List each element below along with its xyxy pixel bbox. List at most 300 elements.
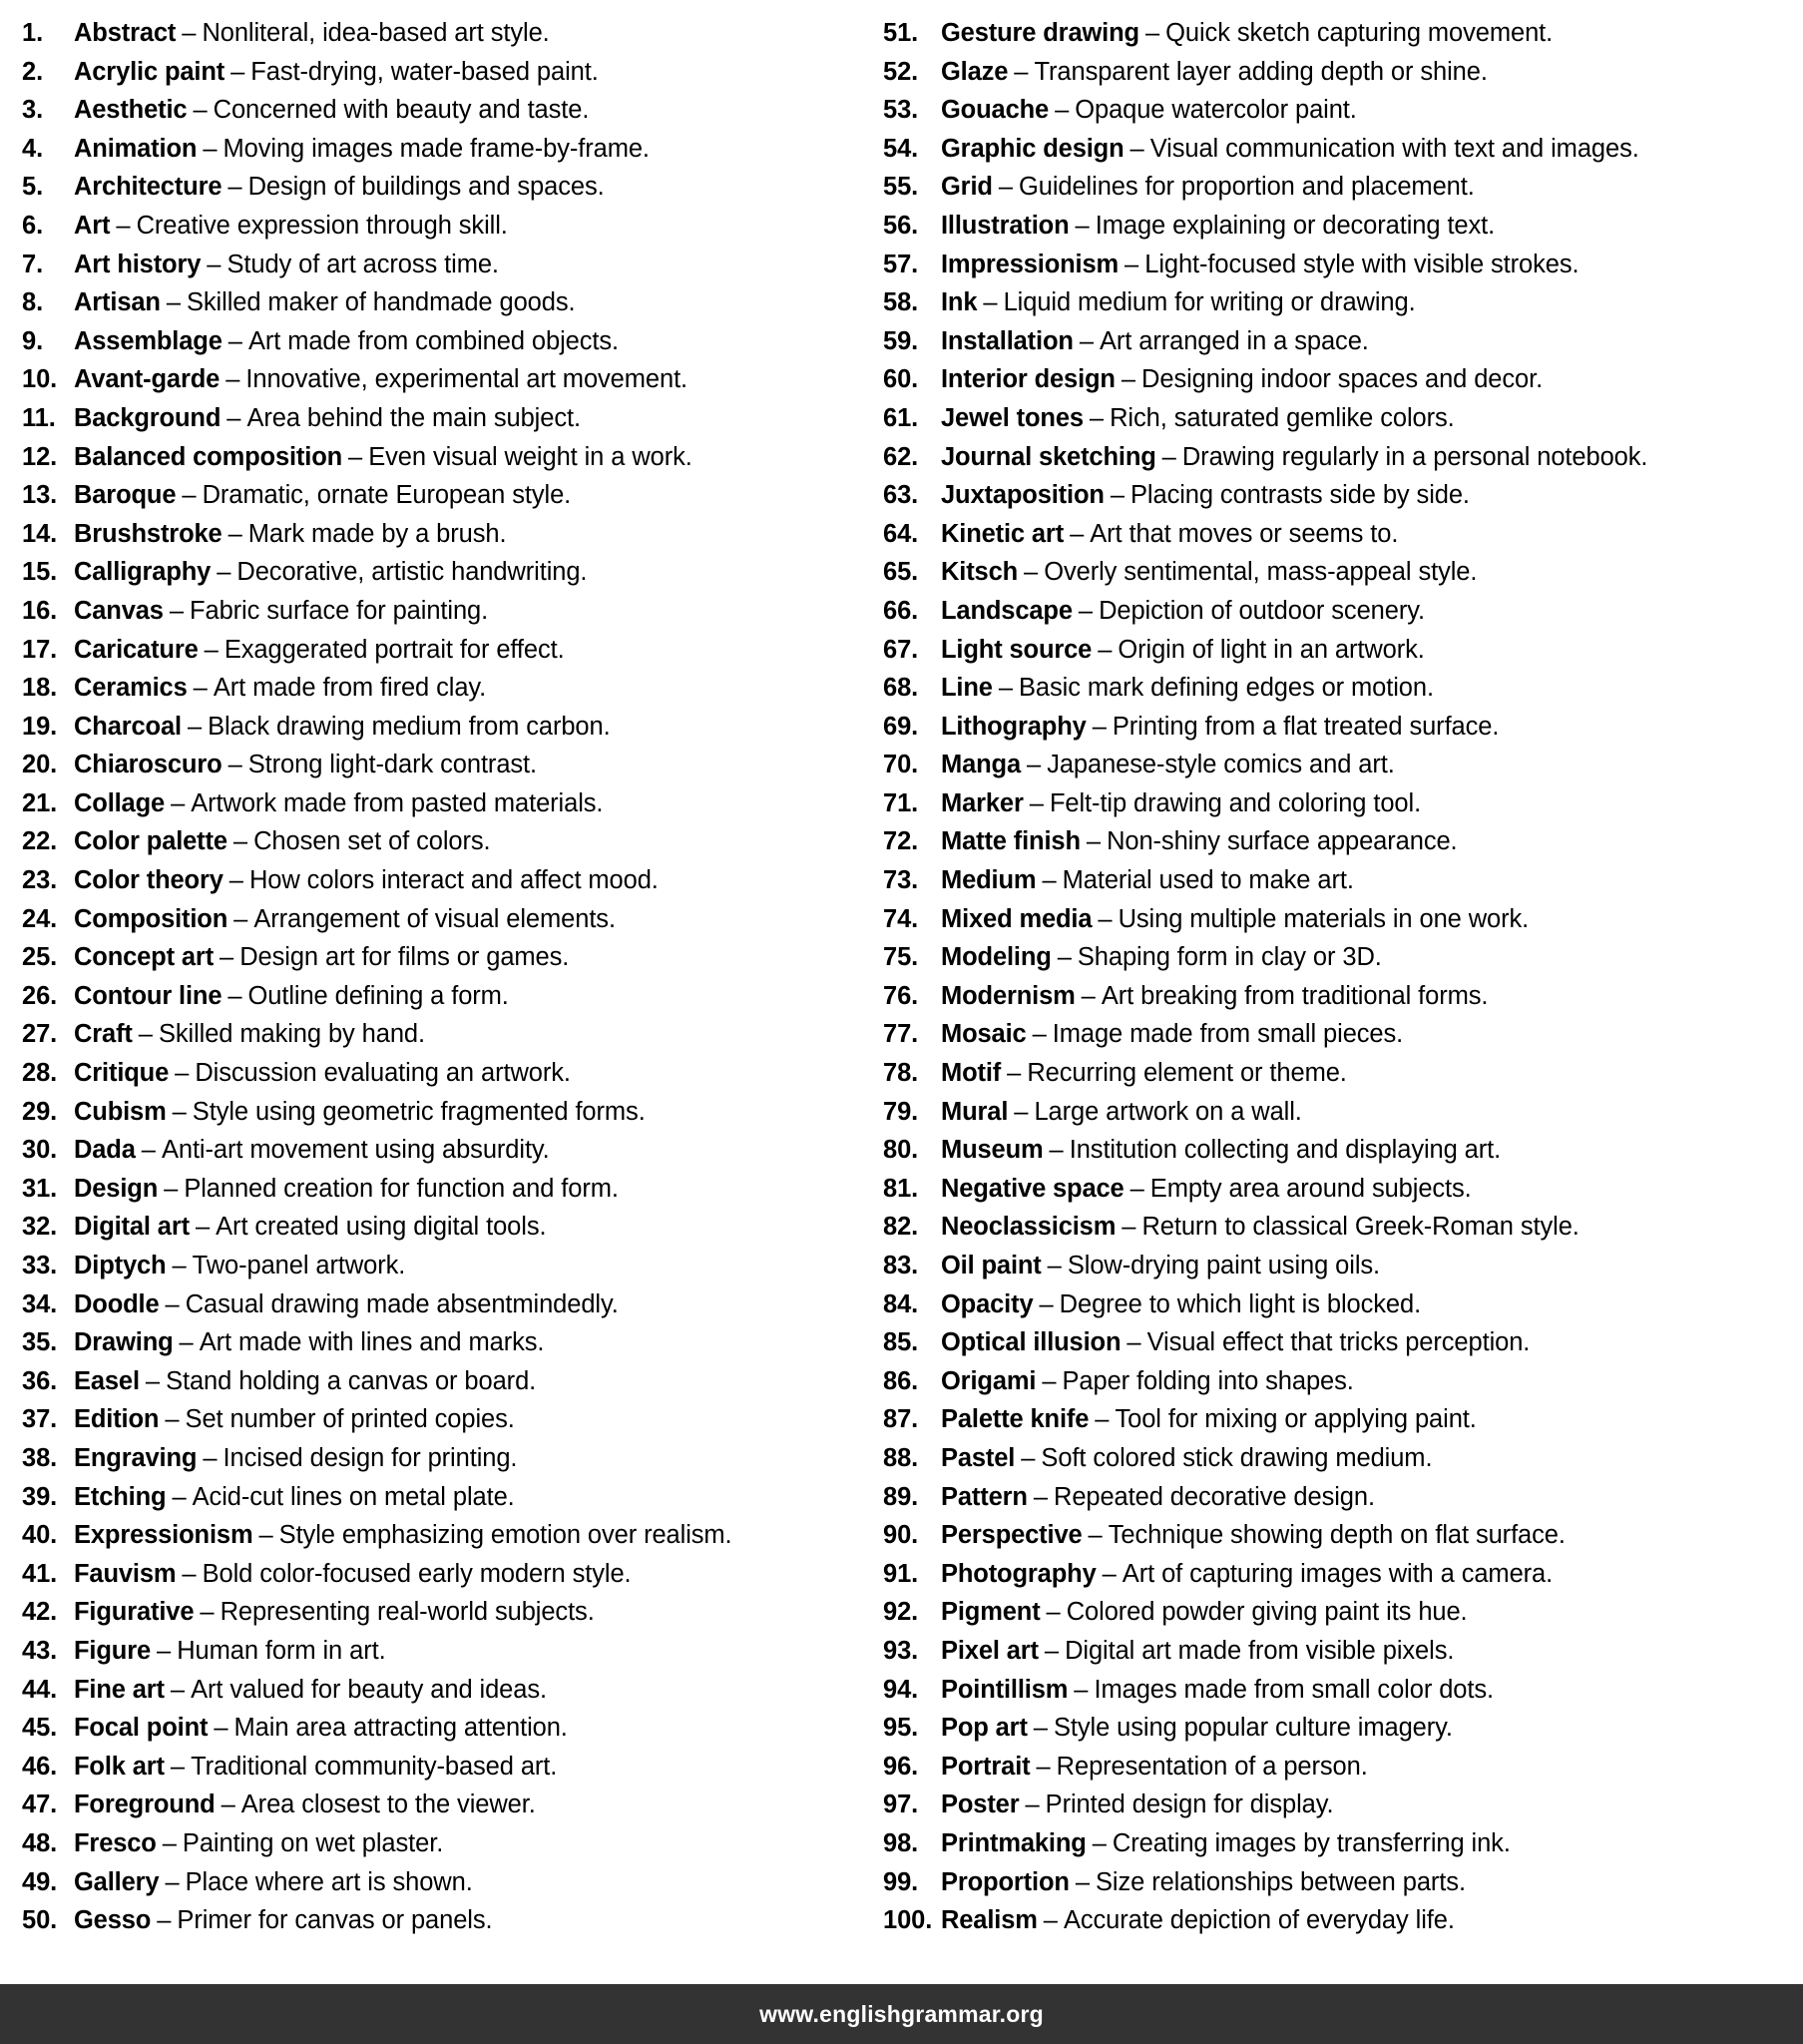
list-item-separator: –: [1075, 1867, 1091, 1896]
list-item-separator: –: [179, 1328, 194, 1357]
list-item-number: 92.: [883, 1598, 919, 1627]
list-item-number: 21.: [22, 788, 58, 817]
list-item-term: Oil paint: [941, 1252, 1042, 1279]
list-item-number: 56.: [883, 211, 919, 240]
list-item-definition: Acid-cut lines on metal plate.: [192, 1482, 515, 1511]
list-item-number: 76.: [883, 981, 919, 1010]
list-item-separator: –: [232, 827, 248, 856]
list-item-number: 84.: [883, 1289, 919, 1318]
list-item-definition: Decorative, artistic handwriting.: [236, 558, 588, 587]
list-item-term: Landscape: [941, 596, 1073, 625]
list-item-number: 13.: [22, 481, 58, 510]
list-item: [22, 900, 878, 939]
list-item: [883, 283, 1803, 322]
list-item: [883, 1285, 1803, 1324]
list-item: [22, 1863, 878, 1902]
list-item: [883, 1786, 1803, 1824]
list-item-definition: Large artwork on a wall.: [1034, 1097, 1302, 1126]
list-item: [883, 861, 1803, 900]
list-item-number: 16.: [22, 596, 58, 625]
list-item-separator: –: [1088, 1521, 1103, 1550]
list-item-term: Fresco: [74, 1828, 157, 1857]
list-item-definition: Art valued for beauty and ideas.: [191, 1675, 547, 1704]
list-item-separator: –: [214, 1714, 228, 1743]
list-item-separator: –: [182, 19, 197, 47]
list-item-term: Pigment: [941, 1598, 1041, 1627]
list-item-number: 50.: [22, 1906, 58, 1935]
list-item-term: Fine art: [74, 1675, 165, 1704]
list-item-term: Grid: [941, 173, 993, 202]
list-item-definition: Non-shiny surface appearance.: [1107, 827, 1458, 856]
list-item-definition: Basic mark defining edges or motion.: [1019, 674, 1434, 703]
list-item: [22, 168, 878, 207]
list-item-separator: –: [171, 788, 186, 817]
list-item-number: 37.: [22, 1405, 58, 1434]
list-item: [883, 1362, 1803, 1401]
list-item: [883, 438, 1803, 477]
list-item-definition: Bold color-focused early modern style.: [202, 1559, 632, 1588]
list-item: [22, 1671, 878, 1710]
list-item: [22, 861, 878, 900]
list-item-definition: Style using popular culture imagery.: [1053, 1714, 1453, 1743]
list-item-separator: –: [1110, 481, 1126, 510]
list-item-definition: Painting on wet plaster.: [182, 1828, 444, 1857]
list-item: [22, 14, 878, 53]
list-item-term: Marker: [941, 788, 1024, 817]
list-item-number: 86.: [883, 1366, 919, 1395]
list-item-number: 66.: [883, 596, 919, 625]
list-item-number: 75.: [883, 943, 919, 972]
list-item: [883, 1093, 1803, 1132]
list-item: [883, 1632, 1803, 1671]
list-item-separator: –: [1079, 326, 1094, 355]
list-item: [22, 784, 878, 823]
list-item: [883, 708, 1803, 747]
list-item: [22, 1093, 878, 1132]
list-item-definition: Skilled making by hand.: [158, 1020, 425, 1049]
list-item-number: 63.: [883, 481, 919, 510]
list-item-term: Kitsch: [941, 558, 1019, 587]
list-item-separator: –: [165, 1867, 180, 1896]
list-item: [22, 708, 878, 747]
list-item-number: 11.: [22, 403, 56, 432]
list-item-term: Aesthetic: [74, 96, 188, 125]
list-item-number: 8.: [22, 288, 44, 317]
list-item-separator: –: [116, 211, 131, 240]
list-item: [883, 360, 1803, 399]
list-item-number: 60.: [883, 365, 919, 394]
list-item-term: Abstract: [74, 19, 177, 47]
list-item-definition: Image made from small pieces.: [1052, 1020, 1404, 1049]
list-item: [883, 1555, 1803, 1594]
list-item-term: Folk art: [74, 1752, 165, 1781]
list-item-term: Line: [941, 674, 993, 703]
list-item: [883, 1439, 1803, 1478]
list-item-term: Charcoal: [74, 712, 182, 741]
list-item: [883, 746, 1803, 784]
list-item-definition: Institution collecting and displaying art.: [1069, 1136, 1502, 1165]
list-item-term: Canvas: [74, 596, 164, 625]
list-item-term: Figure: [74, 1636, 152, 1665]
list-item-term: Printmaking: [941, 1828, 1087, 1857]
list-item-term: Medium: [941, 866, 1037, 895]
list-item: [883, 592, 1803, 631]
list-item-separator: –: [170, 1675, 186, 1704]
list-item: [883, 1400, 1803, 1439]
left-column: [0, 14, 878, 1984]
list-item-term: Ceramics: [74, 674, 188, 703]
list-item: [883, 399, 1803, 438]
list-item-term: Acrylic paint: [74, 57, 225, 86]
list-item-definition: Degree to which light is blocked.: [1059, 1289, 1422, 1318]
list-item-number: 28.: [22, 1059, 58, 1088]
list-item-term: Pattern: [941, 1482, 1028, 1511]
list-item-separator: –: [225, 365, 240, 394]
list-item-definition: Even visual weight in a work.: [368, 442, 692, 471]
list-item-number: 27.: [22, 1020, 58, 1049]
list-item-definition: Rich, saturated gemlike colors.: [1110, 403, 1455, 432]
list-item-term: Graphic design: [941, 134, 1125, 163]
list-item-number: 4.: [22, 134, 44, 163]
list-item-separator: –: [164, 1174, 179, 1203]
list-item-number: 15.: [22, 558, 58, 587]
list-item-number: 99.: [883, 1867, 919, 1896]
list-item-number: 47.: [22, 1790, 58, 1819]
list-item: [22, 977, 878, 1016]
list-item: [883, 207, 1803, 246]
list-item-number: 94.: [883, 1675, 919, 1704]
list-item-separator: –: [172, 1252, 187, 1279]
list-item: [883, 900, 1803, 939]
list-item-number: 9.: [22, 326, 44, 355]
list-item-separator: –: [195, 1213, 211, 1242]
list-item-term: Concept art: [74, 943, 215, 972]
list-item: [22, 1247, 878, 1285]
list-item-definition: Tool for mixing or applying paint.: [1115, 1405, 1477, 1434]
list-item-term: Opacity: [941, 1289, 1034, 1318]
list-item: [22, 1439, 878, 1478]
list-item-separator: –: [221, 1790, 235, 1819]
list-item-term: Art: [74, 211, 111, 240]
list-item-definition: Transparent layer adding depth or shine.: [1034, 57, 1488, 86]
list-item-term: Expressionism: [74, 1521, 253, 1550]
list-item-definition: Stand holding a canvas or board.: [166, 1366, 537, 1395]
list-item-term: Kinetic art: [941, 519, 1065, 548]
list-item-definition: Depiction of outdoor scenery.: [1099, 596, 1425, 625]
list-item-separator: –: [1161, 442, 1176, 471]
list-item-separator: –: [145, 1366, 161, 1395]
list-item-term: Modernism: [941, 981, 1076, 1010]
list-item: [22, 53, 878, 92]
list-item-definition: Exaggerated portrait for effect.: [224, 635, 565, 664]
list-item-number: 29.: [22, 1097, 58, 1126]
list-item-term: Chiaroscuro: [74, 751, 223, 779]
list-item-number: 40.: [22, 1521, 58, 1550]
list-item: [22, 1786, 878, 1824]
list-item-definition: Primer for canvas or panels.: [177, 1906, 493, 1935]
list-item-number: 14.: [22, 519, 58, 548]
list-item: [22, 438, 878, 477]
list-item: [22, 631, 878, 670]
list-item-term: Focal point: [74, 1714, 209, 1743]
list-item-definition: Designing indoor spaces and decor.: [1141, 365, 1544, 394]
list-item-term: Collage: [74, 788, 166, 817]
list-item-number: 64.: [883, 519, 919, 548]
list-item: [883, 1323, 1803, 1362]
list-item-separator: –: [1044, 1636, 1060, 1665]
right-column: [878, 14, 1803, 1984]
list-item-definition: Dramatic, ornate European style.: [202, 481, 572, 510]
list-item-separator: –: [227, 751, 242, 779]
list-item-definition: Concerned with beauty and taste.: [213, 96, 590, 125]
list-item: [883, 822, 1803, 861]
list-item-separator: –: [203, 134, 218, 163]
list-item-definition: Artwork made from pasted materials.: [191, 788, 604, 817]
list-item-number: 20.: [22, 751, 58, 779]
list-item-number: 18.: [22, 674, 58, 703]
list-item-definition: Using multiple materials in one work.: [1118, 904, 1530, 933]
list-item-number: 96.: [883, 1752, 919, 1781]
list-item-number: 72.: [883, 827, 919, 856]
list-item: [883, 476, 1803, 515]
list-item-number: 35.: [22, 1328, 58, 1357]
list-item-number: 36.: [22, 1366, 58, 1395]
list-item: [22, 322, 878, 361]
list-item-separator: –: [1086, 827, 1102, 856]
list-item-number: 26.: [22, 981, 58, 1010]
list-item: [883, 322, 1803, 361]
list-item-definition: Liquid medium for writing or drawing.: [1003, 288, 1416, 317]
list-item-separator: –: [1014, 57, 1029, 86]
list-item-number: 6.: [22, 211, 44, 240]
list-item: [22, 1362, 878, 1401]
list-item-separator: –: [1049, 1136, 1064, 1165]
list-item: [883, 14, 1803, 53]
list-item-separator: –: [204, 635, 219, 664]
list-item-definition: Creating images by transferring ink.: [1112, 1828, 1511, 1857]
list-item-definition: Size relationships between parts.: [1096, 1867, 1466, 1896]
list-item-term: Architecture: [74, 173, 223, 202]
list-item-separator: –: [141, 1136, 156, 1165]
list-item-separator: –: [1075, 211, 1090, 240]
list-item-term: Drawing: [74, 1328, 174, 1357]
list-item-definition: Creative expression through skill.: [136, 211, 508, 240]
list-item: [22, 1015, 878, 1054]
list-item: [883, 1824, 1803, 1863]
list-item-separator: –: [1014, 1097, 1029, 1126]
list-item: [883, 53, 1803, 92]
list-item-number: 5.: [22, 173, 44, 202]
list-item-term: Gouache: [941, 96, 1050, 125]
list-item-term: Installation: [941, 326, 1074, 355]
list-item: [883, 1863, 1803, 1902]
list-item-definition: Anti-art movement using absurdity.: [161, 1136, 550, 1165]
list-item-definition: Art of capturing images with a camera.: [1122, 1559, 1554, 1588]
list-item-term: Interior design: [941, 365, 1116, 394]
list-item-separator: –: [227, 519, 242, 548]
list-item-separator: –: [1033, 1482, 1048, 1511]
list-item: [883, 1054, 1803, 1093]
list-item-term: Journal sketching: [941, 442, 1156, 471]
list-item-separator: –: [227, 326, 242, 355]
list-item-number: 2.: [22, 57, 44, 86]
list-item-separator: –: [1070, 519, 1085, 548]
list-item-number: 34.: [22, 1289, 58, 1318]
list-item-number: 85.: [883, 1328, 919, 1357]
list-item-definition: Style using geometric fragmented forms.: [192, 1097, 646, 1126]
list-item-term: Optical illusion: [941, 1328, 1122, 1357]
list-item-number: 91.: [883, 1559, 919, 1588]
list-item-term: Digital art: [74, 1213, 190, 1242]
list-item: [883, 553, 1803, 592]
list-item-separator: –: [207, 250, 222, 278]
list-item-definition: Incised design for printing.: [223, 1443, 518, 1472]
list-item-separator: –: [1098, 635, 1113, 664]
list-item-definition: Art that moves or seems to.: [1090, 519, 1399, 548]
list-item-definition: Visual effect that tricks perception.: [1146, 1328, 1531, 1357]
list-item-term: Foreground: [74, 1790, 216, 1819]
list-item-term: Realism: [941, 1906, 1038, 1935]
list-item-definition: Paper folding into shapes.: [1062, 1366, 1354, 1395]
list-item-term: Origami: [941, 1366, 1037, 1395]
list-item-term: Doodle: [74, 1289, 160, 1318]
list-item-separator: –: [1042, 866, 1057, 895]
list-item-number: 93.: [883, 1636, 919, 1665]
list-item-number: 39.: [22, 1482, 58, 1511]
list-item-separator: –: [1027, 751, 1042, 779]
list-item-number: 59.: [883, 326, 919, 355]
list-item: [883, 1593, 1803, 1632]
list-item: [22, 1632, 878, 1671]
list-item-term: Assemblage: [74, 326, 223, 355]
list-item: [22, 822, 878, 861]
list-item: [883, 1709, 1803, 1748]
list-item: [22, 246, 878, 284]
list-item: [22, 207, 878, 246]
list-item-definition: Place where art is shown.: [185, 1867, 473, 1896]
list-item-separator: –: [348, 442, 363, 471]
list-item-definition: Accurate depiction of everyday life.: [1063, 1906, 1455, 1935]
list-item-definition: Soft colored stick drawing medium.: [1041, 1443, 1433, 1472]
list-item-separator: –: [1032, 1020, 1047, 1049]
list-item-separator: –: [220, 943, 234, 972]
list-item-number: 53.: [883, 96, 919, 125]
list-item-definition: Slow-drying paint using oils.: [1067, 1252, 1381, 1279]
list-item-term: Artisan: [74, 288, 161, 317]
list-item: [883, 91, 1803, 130]
list-item-number: 80.: [883, 1136, 919, 1165]
list-item-number: 1.: [22, 19, 44, 47]
list-item-separator: –: [1036, 1752, 1051, 1781]
list-item-separator: –: [182, 481, 197, 510]
list-item-separator: –: [166, 288, 181, 317]
list-item-definition: Study of art across time.: [226, 250, 499, 278]
list-item-number: 10.: [22, 365, 58, 394]
list-item-term: Perspective: [941, 1521, 1083, 1550]
list-item-definition: Black drawing medium from carbon.: [208, 712, 611, 741]
list-item-separator: –: [230, 57, 245, 86]
list-item-number: 89.: [883, 1482, 919, 1511]
list-item-definition: Return to classical Greek-Roman style.: [1141, 1213, 1579, 1242]
list-item-definition: Empty area around subjects.: [1149, 1174, 1472, 1203]
list-item-definition: Light-focused style with visible strokes.: [1144, 250, 1579, 278]
list-item: [883, 515, 1803, 554]
list-item-term: Brushstroke: [74, 519, 223, 548]
list-item-separator: –: [1029, 788, 1044, 817]
list-item-definition: Visual communication with text and images.: [1149, 134, 1639, 163]
list-item-definition: Colored powder giving paint its hue.: [1066, 1598, 1468, 1627]
list-item-term: Composition: [74, 904, 228, 933]
list-item-term: Museum: [941, 1136, 1044, 1165]
list-item-separator: –: [193, 96, 208, 125]
list-item: [22, 476, 878, 515]
list-item: [22, 553, 878, 592]
list-item: [22, 1516, 878, 1555]
list-item-term: Diptych: [74, 1252, 167, 1279]
list-item-definition: Repeated decorative design.: [1054, 1482, 1375, 1511]
list-item-separator: –: [1102, 1559, 1117, 1588]
list-item-separator: –: [1098, 904, 1113, 933]
list-item-number: 49.: [22, 1867, 58, 1896]
list-item-term: Easel: [74, 1366, 140, 1395]
list-item: [22, 592, 878, 631]
list-item-definition: Placing contrasts side by side.: [1130, 481, 1470, 510]
list-item-number: 78.: [883, 1059, 919, 1088]
list-item-term: Mosaic: [941, 1020, 1027, 1049]
list-item-separator: –: [983, 288, 998, 317]
list-item-separator: –: [1055, 96, 1070, 125]
list-item-definition: Moving images made frame-by-frame.: [223, 134, 650, 163]
list-item: [883, 1748, 1803, 1787]
list-item-number: 33.: [22, 1252, 58, 1279]
list-item: [883, 1516, 1803, 1555]
list-item-separator: –: [1125, 250, 1139, 278]
list-item-number: 68.: [883, 674, 919, 703]
list-item-separator: –: [1092, 1828, 1107, 1857]
list-item-separator: –: [1127, 1328, 1141, 1357]
list-item-term: Gesture drawing: [941, 19, 1139, 47]
list-item-definition: Strong light-dark contrast.: [247, 751, 538, 779]
list-item-separator: –: [1095, 1405, 1110, 1434]
list-item-definition: Overly sentimental, mass-appeal style.: [1044, 558, 1478, 587]
list-item-term: Negative space: [941, 1174, 1125, 1203]
list-item-definition: Japanese-style comics and art.: [1047, 751, 1395, 779]
list-item-separator: –: [1057, 943, 1072, 972]
list-item-separator: –: [172, 1482, 187, 1511]
list-item-definition: Set number of printed copies.: [185, 1405, 515, 1434]
list-item-term: Etching: [74, 1482, 167, 1511]
list-item-separator: –: [1121, 365, 1136, 394]
list-item-term: Juxtaposition: [941, 481, 1105, 510]
list-item-number: 83.: [883, 1252, 919, 1279]
list-item: [22, 1400, 878, 1439]
list-item-number: 79.: [883, 1097, 919, 1126]
list-item-separator: –: [1089, 403, 1105, 432]
list-item-number: 41.: [22, 1559, 58, 1588]
list-item: [22, 1901, 878, 1940]
list-item-separator: –: [162, 1828, 177, 1857]
list-item-number: 82.: [883, 1213, 919, 1242]
list-item: [22, 1748, 878, 1787]
list-item-number: 67.: [883, 635, 919, 664]
list-item: [22, 1285, 878, 1324]
list-item: [22, 360, 878, 399]
list-item-separator: –: [1074, 1675, 1089, 1704]
list-item: [22, 1208, 878, 1247]
list-item-term: Mixed media: [941, 904, 1093, 933]
list-item-definition: Skilled maker of handmade goods.: [187, 288, 576, 317]
list-item-term: Pixel art: [941, 1636, 1039, 1665]
